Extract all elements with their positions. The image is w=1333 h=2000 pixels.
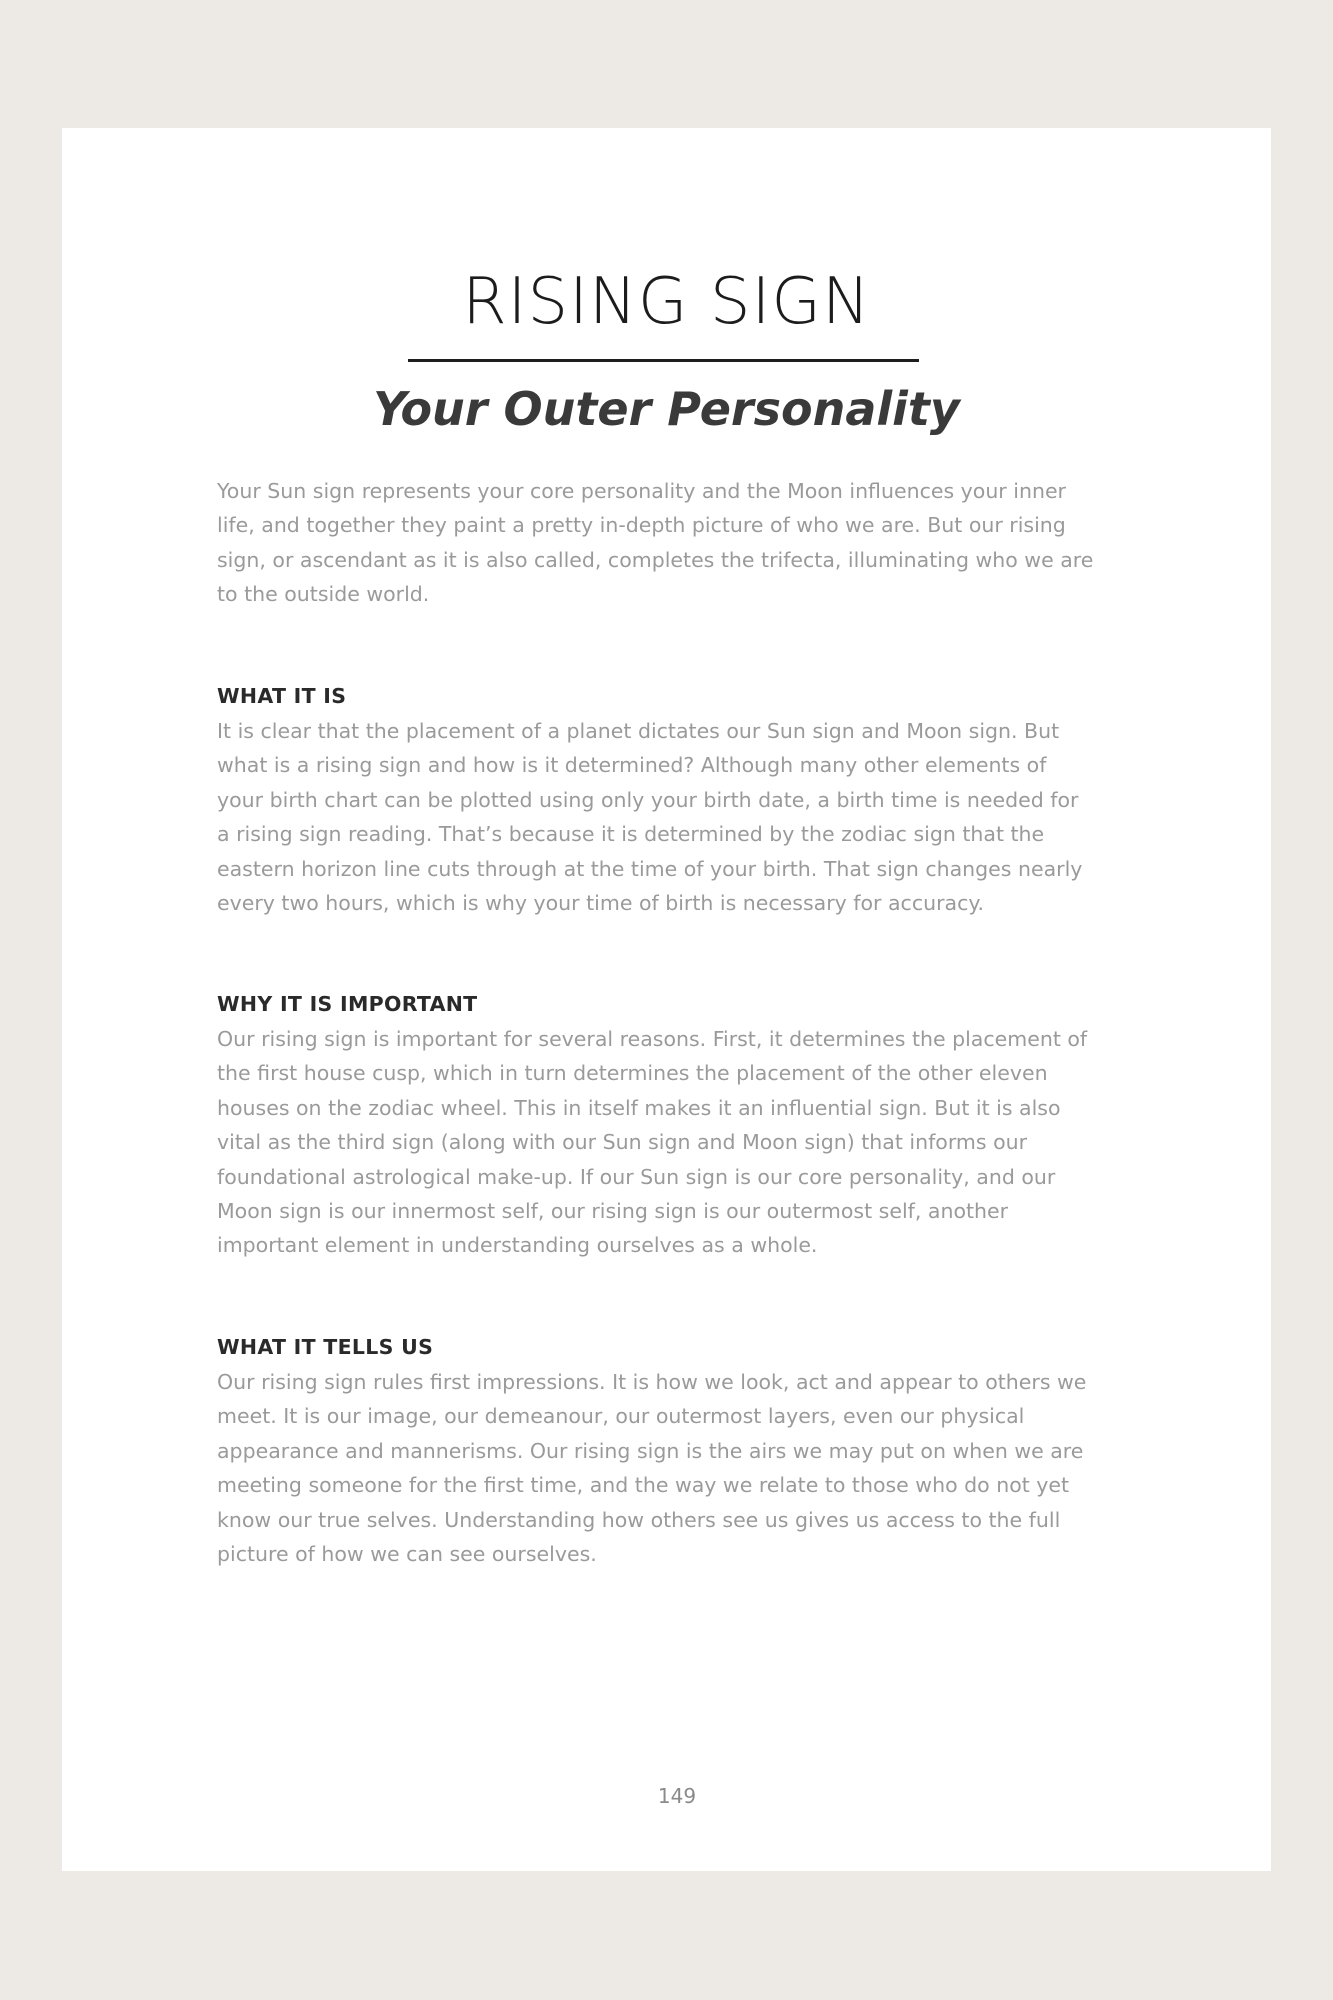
title-divider: [408, 359, 919, 362]
section-body-what-it-is: It is clear that the placement of a planet dictates our Sun sign and Moon sign. But what is a rising sign and how is it determined? Although many other elements of your birth chart can be plotted using only your birth date, a birth time is needed for a rising sign reading. That’s because it is determined by the zodiac sign that the eastern horizon line cuts through at the time of your birth. That sign changes nearly every two hours, which is why your time of birth is necessary for accuracy.: [217, 719, 1083, 916]
section-heading-what-it-is: WHAT IT IS: [217, 684, 347, 708]
section-body-why-it-is-important: Our rising sign is important for several reasons. First, it determines the placement of the first house cusp, which in turn determines the placement of the other eleven houses on the zodiac wheel. This in itself makes it an influential sign. But it is also vital as the third sign (along with our Sun sign and Moon sign) that informs our foundational astrological make-up. If our Sun sign is our core personality, and our Moon sign is our innermost self, our rising sign is our outermost self, another important element in understanding ourselves as a whole.: [217, 1027, 1088, 1258]
section-body-what-it-tells-us: Our rising sign rules first impressions. It is how we look, act and appear to others we meet. It is our image, our demeanour, our outermost layers, even our physical appearance and mannerisms. Our rising sign is the airs we may put on when we are meeting someone for the first time, and the way we relate to those who do not yet know our true selves. Understanding how others see us gives us access to the full picture of how we can see ourselves.: [217, 1370, 1087, 1567]
intro-paragraph: Your Sun sign represents your core personality and the Moon influences your inner life, and together they paint a pretty in-depth picture of who we are. But our rising sign, or ascendant as it is also called, completes the trifecta, illuminating who we are to the outside world.: [217, 479, 1094, 607]
page-title: RISING SIGN: [462, 265, 871, 339]
page-subtitle: Your Outer Personality: [373, 382, 960, 436]
section-heading-why-it-is-important: WHY IT IS IMPORTANT: [217, 992, 478, 1016]
page-number: 149: [657, 1784, 697, 1808]
section-heading-what-it-tells-us: WHAT IT TELLS US: [217, 1335, 434, 1359]
